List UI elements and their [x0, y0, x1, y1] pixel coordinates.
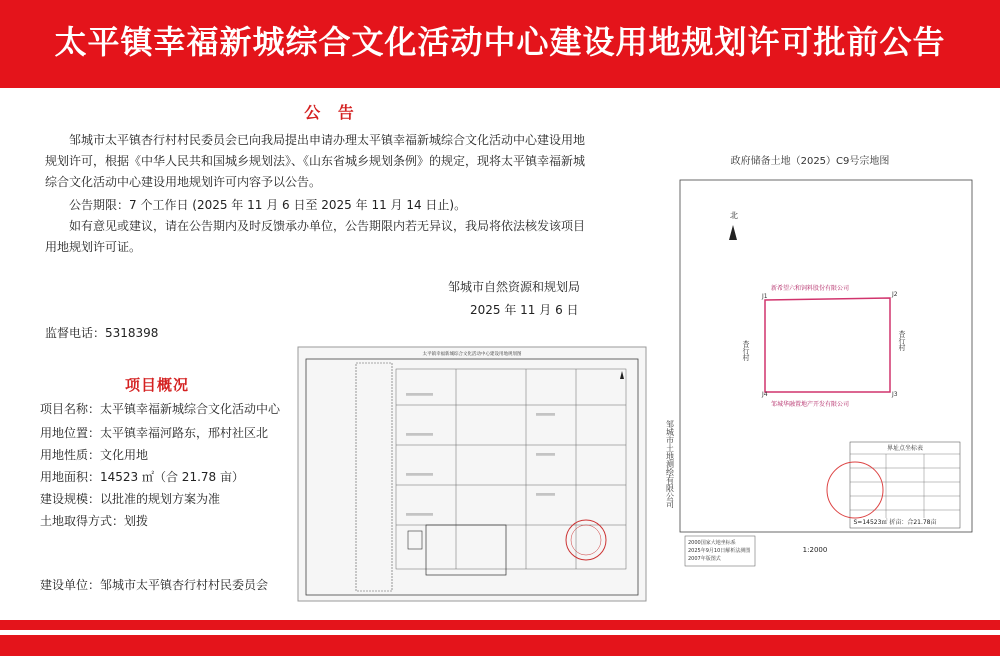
surveyor-side: 邹城市土地测绘有限公司	[665, 420, 675, 508]
parcel-map	[650, 130, 990, 612]
parcel-map-title: 政府储备土地（2025）C9号宗地图	[730, 156, 890, 167]
notice-line-1: 邹城市太平镇杏行村村民委员会已向我局提出申请办理太平镇幸福新城综合文化活动中心建设用地	[69, 133, 586, 147]
footnote-2: 2025年9月10日解析法测图	[688, 548, 751, 554]
svg-text:|||||||||||||||||||: |||||||||||||||||||	[536, 452, 556, 456]
project-scale: 建设规模：以批准的规划方案为准	[40, 492, 221, 506]
footnote-1: 2000国家大地坐标系	[688, 540, 736, 546]
point-j3: J3	[892, 391, 898, 398]
point-j4: J4	[762, 391, 768, 398]
svg-text:|||||||||||||||||||: |||||||||||||||||||	[536, 412, 556, 416]
site-plan-title: 太平镇幸福新城综合文化活动中心建设用地规划图	[422, 352, 522, 357]
issue-date: 2025 年 11 月 6 日	[470, 303, 579, 317]
bottom-band	[0, 620, 1000, 656]
north-label: 北	[730, 211, 738, 220]
site-plan-drawing	[296, 345, 648, 603]
project-heading: 项目概况	[125, 376, 190, 394]
svg-text:|||||||||||||||||||||||||||: |||||||||||||||||||||||||||	[406, 512, 434, 516]
project-nature: 用地性质：文化用地	[40, 448, 149, 462]
village-left: 杏行村	[742, 340, 750, 361]
project-builder: 建设单位：邹城市太平镇杏行村村民委员会	[40, 578, 269, 592]
project-name: 项目名称：太平镇幸福新城综合文化活动中心	[40, 402, 281, 416]
footnote-3: 2007年版图式	[688, 556, 721, 562]
svg-text:|||||||||||||||||||: |||||||||||||||||||	[536, 492, 556, 496]
point-j2: J2	[892, 291, 898, 298]
svg-text:|||||||||||||||||||||||||||: |||||||||||||||||||||||||||	[406, 472, 434, 476]
bottom-stripe	[0, 630, 1000, 635]
page-title: 太平镇幸福新城综合文化活动中心建设用地规划许可批前公告	[54, 23, 946, 61]
table-title: 界址点坐标表	[886, 445, 924, 452]
notice-line-4: 如有意见或建议，请在公告期内及时反馈承办单位，公告期限内若无异议，我局将依法核发该项目	[69, 219, 586, 233]
notice-period: 公告期限：7 个工作日 (2025 年 11 月 6 日至 2025 年 11 月 14 日止)。	[69, 198, 467, 212]
owner-top: 新希望六和饲料股份有限公司	[770, 285, 850, 292]
owner-bottom: 邹城华融置地产开发有限公司	[770, 401, 850, 408]
project-location: 用地位置：太平镇幸福河路东，邢村社区北	[40, 426, 269, 440]
notice-heading: 公 告	[304, 103, 360, 122]
notice-line-2: 规划许可，根据《中华人民共和国城乡规划法》、《山东省城乡规划条例》的规定，现将太平镇幸福新城	[45, 154, 586, 168]
point-j1: J1	[762, 293, 768, 300]
project-area: 用地面积：14523 ㎡（合 21.78 亩）	[40, 470, 244, 484]
notice-line-3: 综合文化活动中心建设用地规划许可内容予以公告。	[45, 175, 322, 189]
supervision-phone: 监督电话：5318398	[45, 326, 159, 340]
svg-text:|||||||||||||||||||||||||||: |||||||||||||||||||||||||||	[406, 392, 434, 396]
notice-line-5: 用地规划许可证。	[45, 240, 142, 254]
svg-text:|||||||||||||||||||||||||||: |||||||||||||||||||||||||||	[406, 432, 434, 436]
village-right: 杏行村	[898, 330, 906, 351]
area-note: S=14523㎡ 折亩：合21.78亩	[853, 519, 937, 526]
issuer: 邹城市自然资源和规划局	[448, 280, 581, 294]
map-scale: 1:2000	[802, 546, 828, 554]
project-acquisition: 土地取得方式：划拨	[40, 514, 149, 528]
